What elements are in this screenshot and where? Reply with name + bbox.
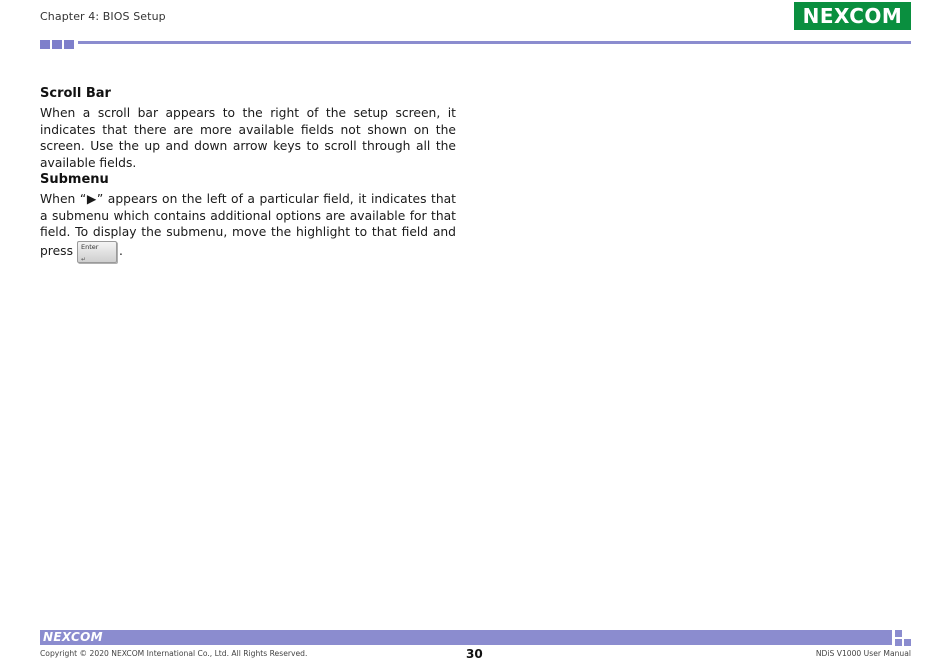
section-body bbox=[40, 191, 456, 263]
header-divider bbox=[78, 41, 911, 44]
return-arrow-icon: ↵ bbox=[80, 255, 87, 263]
section-body-text: When “▶” appears on the left of a particular field, it indicates that a submenu which contains additional options are available for that field. To display the submenu, move the highlight to that field and press bbox=[40, 192, 456, 258]
footer-decoration-squares bbox=[895, 630, 911, 646]
header-decoration-squares bbox=[40, 40, 74, 49]
header-square bbox=[64, 40, 74, 49]
enter-key-label: Enter bbox=[80, 242, 99, 251]
nexcom-logo bbox=[794, 2, 911, 30]
footer-logo: NEXCOM bbox=[43, 630, 103, 644]
footer-square bbox=[904, 639, 911, 646]
section-body-tail: . bbox=[118, 243, 123, 258]
footer-square bbox=[895, 630, 902, 637]
footer-square bbox=[895, 639, 902, 646]
section-heading: Submenu bbox=[40, 172, 109, 187]
section-submenu bbox=[40, 172, 456, 263]
chapter-title: Chapter 4: BIOS Setup bbox=[40, 10, 166, 23]
section-heading: Scroll Bar bbox=[40, 86, 111, 101]
manual-name: NDiS V1000 User Manual bbox=[815, 649, 911, 658]
header-square bbox=[52, 40, 62, 49]
section-body: When a scroll bar appears to the right of the setup screen, it indicates that there are more available fields not shown on the screen. Use the up and down arrow keys to scroll through all the available fields. bbox=[40, 106, 456, 170]
enter-key-icon bbox=[77, 241, 117, 263]
header-square bbox=[40, 40, 50, 49]
copyright-text: Copyright © 2020 NEXCOM International Co., Ltd. All Rights Reserved. bbox=[40, 649, 308, 658]
nexcom-logo-text: NEXCOM bbox=[802, 4, 903, 28]
section-scroll-bar bbox=[40, 86, 456, 171]
footer-bar bbox=[40, 630, 892, 645]
page-number: 30 bbox=[466, 647, 483, 661]
